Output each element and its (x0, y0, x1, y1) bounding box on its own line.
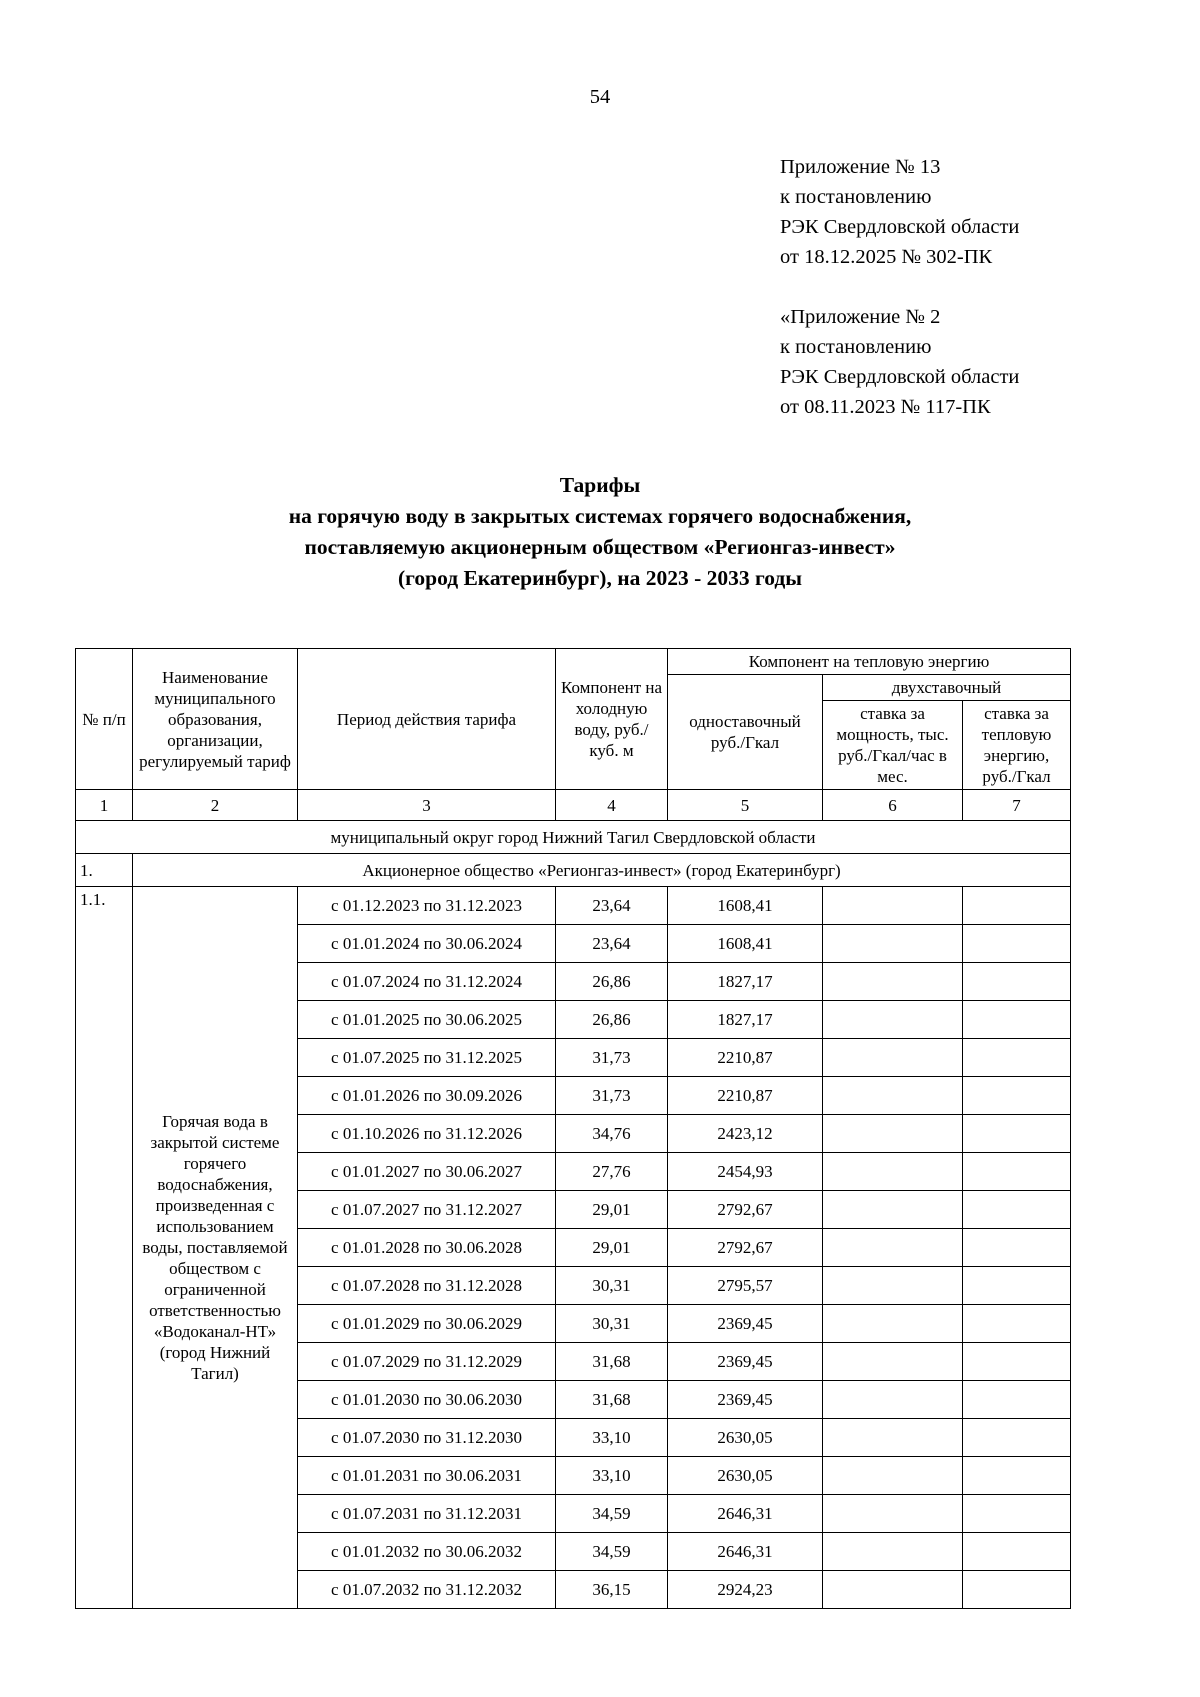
title-line-4: (город Екатеринбург), на 2023 - 2033 годы (397, 566, 803, 590)
approval-line: «Приложение № 2 (780, 306, 941, 328)
row-period: с 01.01.2025 по 30.06.2025 (298, 1001, 556, 1039)
row-cold-water: 31,73 (556, 1077, 668, 1115)
row-heat-rate (963, 925, 1071, 963)
table-row (76, 887, 1071, 925)
approval-line: от 18.12.2025 № 302-ПК (780, 246, 993, 268)
page-number: 54 (589, 86, 611, 108)
row-period: с 01.07.2031 по 31.12.2031 (298, 1495, 556, 1533)
row-heat-rate (963, 1419, 1071, 1457)
row-single-rate: 2454,93 (668, 1153, 823, 1191)
title-line-2: на горячую воду в закрытых системах горячего водоснабжения, (288, 504, 912, 528)
approval-line: РЭК Свердловской области (780, 216, 1020, 238)
column-number: 3 (298, 790, 556, 821)
row-single-rate: 1827,17 (668, 963, 823, 1001)
municipality-label: муниципальный округ город Нижний Тагил Свердловской области (76, 821, 1071, 854)
row-capacity-rate (823, 1153, 963, 1191)
organization-row (76, 854, 1071, 887)
organization-no: 1. (76, 854, 133, 887)
row-capacity-rate (823, 1419, 963, 1457)
header-col-name: Наименование муниципального образования, организации, регулируемый тариф (133, 649, 298, 790)
row-heat-rate (963, 1229, 1071, 1267)
row-heat-rate (963, 1077, 1071, 1115)
row-cold-water: 31,73 (556, 1039, 668, 1077)
row-single-rate: 2210,87 (668, 1077, 823, 1115)
row-heat-rate (963, 1343, 1071, 1381)
approval-line: Приложение № 13 (780, 156, 941, 178)
row-cold-water: 31,68 (556, 1343, 668, 1381)
row-period: с 01.01.2029 по 30.06.2029 (298, 1305, 556, 1343)
row-single-rate: 2630,05 (668, 1419, 823, 1457)
row-cold-water: 26,86 (556, 1001, 668, 1039)
row-cold-water: 34,76 (556, 1115, 668, 1153)
row-period: с 01.07.2025 по 31.12.2025 (298, 1039, 556, 1077)
row-period: с 01.01.2026 по 30.09.2026 (298, 1077, 556, 1115)
row-heat-rate (963, 1533, 1071, 1571)
row-capacity-rate (823, 1533, 963, 1571)
row-period: с 01.01.2030 по 30.06.2030 (298, 1381, 556, 1419)
table-body (76, 821, 1071, 1609)
row-single-rate: 2210,87 (668, 1039, 823, 1077)
row-capacity-rate (823, 887, 963, 925)
row-cold-water: 33,10 (556, 1419, 668, 1457)
approval-line: РЭК Свердловской области (780, 366, 1020, 388)
row-heat-rate (963, 1001, 1071, 1039)
row-period: с 01.07.2029 по 31.12.2029 (298, 1343, 556, 1381)
row-period: с 01.01.2032 по 30.06.2032 (298, 1533, 556, 1571)
column-number: 5 (668, 790, 823, 821)
row-heat-rate (963, 1267, 1071, 1305)
column-number: 2 (133, 790, 298, 821)
header-col-cold-water: Компонент на холодную воду, руб./куб. м (556, 649, 668, 790)
header-col-single-rate: одноставочный руб./Гкал (668, 675, 823, 790)
approval-block (780, 152, 1019, 422)
row-heat-rate (963, 1495, 1071, 1533)
row-capacity-rate (823, 1115, 963, 1153)
row-period: с 01.01.2031 по 30.06.2031 (298, 1457, 556, 1495)
row-single-rate: 2646,31 (668, 1533, 823, 1571)
row-cold-water: 31,68 (556, 1381, 668, 1419)
row-capacity-rate (823, 1191, 963, 1229)
row-heat-rate (963, 1191, 1071, 1229)
organization-name: Акционерное общество «Регионгаз-инвест» (город Екатеринбург) (133, 854, 1071, 887)
approval-spacer (780, 272, 1019, 302)
row-single-rate: 2795,57 (668, 1267, 823, 1305)
row-capacity-rate (823, 1001, 963, 1039)
row-heat-rate (963, 1457, 1071, 1495)
row-cold-water: 34,59 (556, 1495, 668, 1533)
row-heat-rate (963, 887, 1071, 925)
row-capacity-rate (823, 1267, 963, 1305)
row-heat-rate (963, 1571, 1071, 1609)
row-capacity-rate (823, 1495, 963, 1533)
header-group-heat-energy: Компонент на тепловую энергию (668, 649, 1071, 675)
row-cold-water: 23,64 (556, 887, 668, 925)
row-capacity-rate (823, 1571, 963, 1609)
column-number: 1 (76, 790, 133, 821)
row-period: с 01.01.2024 по 30.06.2024 (298, 925, 556, 963)
row-capacity-rate (823, 1229, 963, 1267)
row-single-rate: 2792,67 (668, 1229, 823, 1267)
row-cold-water: 29,01 (556, 1229, 668, 1267)
tariff-block-no: 1.1. (76, 887, 133, 1609)
row-single-rate: 1827,17 (668, 1001, 823, 1039)
row-cold-water: 34,59 (556, 1533, 668, 1571)
row-heat-rate (963, 1381, 1071, 1419)
document-title (100, 470, 1100, 594)
row-capacity-rate (823, 925, 963, 963)
municipality-row (76, 821, 1071, 854)
row-heat-rate (963, 1153, 1071, 1191)
row-capacity-rate (823, 1381, 963, 1419)
row-period: с 01.10.2026 по 31.12.2026 (298, 1115, 556, 1153)
row-period: с 01.07.2030 по 31.12.2030 (298, 1419, 556, 1457)
row-heat-rate (963, 1039, 1071, 1077)
row-capacity-rate (823, 1077, 963, 1115)
header-col-no: № п/п (76, 649, 133, 790)
title-line-3: поставляемую акционерным обществом «Регионгаз-инвест» (304, 535, 896, 559)
tariff-table (75, 648, 1071, 1609)
header-group-two-part: двухставочный (823, 675, 1071, 701)
header-col-capacity-rate: ставка за мощность, тыс. руб./Гкал/час в мес. (823, 701, 963, 790)
row-single-rate: 2369,45 (668, 1381, 823, 1419)
row-single-rate: 2792,67 (668, 1191, 823, 1229)
row-capacity-rate (823, 963, 963, 1001)
row-period: с 01.01.2028 по 30.06.2028 (298, 1229, 556, 1267)
header-row-1 (76, 649, 1071, 675)
row-heat-rate (963, 1305, 1071, 1343)
row-cold-water: 30,31 (556, 1267, 668, 1305)
row-heat-rate (963, 1115, 1071, 1153)
row-cold-water: 26,86 (556, 963, 668, 1001)
row-period: с 01.12.2023 по 31.12.2023 (298, 887, 556, 925)
row-capacity-rate (823, 1305, 963, 1343)
row-single-rate: 2924,23 (668, 1571, 823, 1609)
row-period: с 01.07.2028 по 31.12.2028 (298, 1267, 556, 1305)
header-col-period: Период действия тарифа (298, 649, 556, 790)
row-cold-water: 29,01 (556, 1191, 668, 1229)
row-period: с 01.07.2027 по 31.12.2027 (298, 1191, 556, 1229)
row-cold-water: 27,76 (556, 1153, 668, 1191)
row-period: с 01.01.2027 по 30.06.2027 (298, 1153, 556, 1191)
row-single-rate: 2369,45 (668, 1305, 823, 1343)
column-number: 6 (823, 790, 963, 821)
approval-line: к постановлению (780, 186, 932, 208)
row-capacity-rate (823, 1343, 963, 1381)
column-number: 7 (963, 790, 1071, 821)
row-capacity-rate (823, 1039, 963, 1077)
row-single-rate: 2369,45 (668, 1343, 823, 1381)
approval-line: к постановлению (780, 336, 932, 358)
header-col-heat-rate: ставка за тепловую энергию, руб./Гкал (963, 701, 1071, 790)
row-period: с 01.07.2032 по 31.12.2032 (298, 1571, 556, 1609)
title-line-1: Тарифы (559, 473, 641, 497)
tariff-block-name: Горячая вода в закрытой системе горячего водоснабжения, произведенная с использованием воды, поставляемой обществом с ограниченной ответственностью «Водоканал-НТ» (город Нижний Тагил) (133, 887, 298, 1609)
column-number-row (76, 790, 1071, 821)
row-cold-water: 23,64 (556, 925, 668, 963)
row-capacity-rate (823, 1457, 963, 1495)
row-cold-water: 33,10 (556, 1457, 668, 1495)
column-number: 4 (556, 790, 668, 821)
row-single-rate: 2423,12 (668, 1115, 823, 1153)
row-single-rate: 1608,41 (668, 925, 823, 963)
row-single-rate: 1608,41 (668, 887, 823, 925)
row-single-rate: 2630,05 (668, 1457, 823, 1495)
table-header (76, 649, 1071, 821)
row-heat-rate (963, 963, 1071, 1001)
row-cold-water: 36,15 (556, 1571, 668, 1609)
row-single-rate: 2646,31 (668, 1495, 823, 1533)
row-period: с 01.07.2024 по 31.12.2024 (298, 963, 556, 1001)
approval-line: от 08.11.2023 № 117-ПК (780, 396, 991, 418)
row-cold-water: 30,31 (556, 1305, 668, 1343)
